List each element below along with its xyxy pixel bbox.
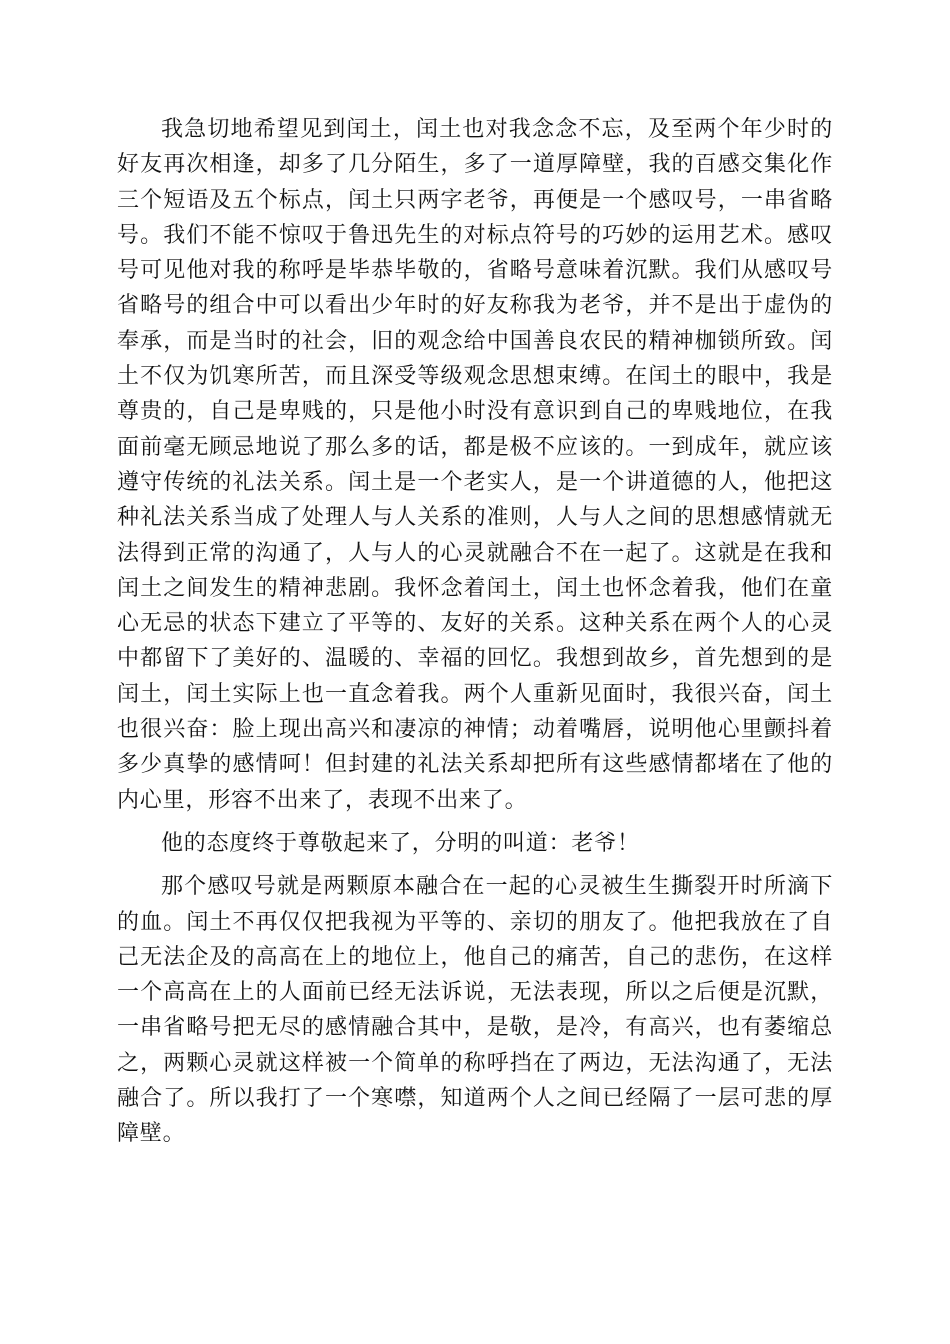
paragraph-2: 他的态度终于尊敬起来了，分明的叫道：老爷！: [161, 830, 640, 856]
document-page: [117, 112, 833, 1152]
paragraph-1: 我急切地希望见到闰土，闰土也对我念念不忘，及至两个年少时的好友再次相逢，却多了几分陌生，多了一道厚障壁，我的百感交集化作三个短语及五个标点，闰土只两字老爷，再便是一个感叹号，一串省略号。我们不能不惊叹于鲁迅先生的对标点符号的巧妙的运用艺术。感叹号可见他对我的称呼是毕恭毕敬的，省略号意味着沉默。我们从感叹号省略号的组合中可以看出少年时的好友称我为老爷，并不是出于虚伪的奉承，而是当时的社会，旧的观念给中国善良农民的精神枷锁所致。闰土不仅为饥寒所苦，而且深受等级观念思想束缚。在闰土的眼中，我是尊贵的，自己是卑贱的，只是他小时没有意识到自己的卑贱地位，在我面前毫无顾忌地说了那么多的话，都是极不应该的。一到成年，就应该遵守传统的礼法关系。闰土是一个老实人，是一个讲道德的人，他把这种礼法关系当成了处理人与人关系的准则，人与人之间的思想感情就无法得到正常的沟通了，人与人的心灵就融合不在一起了。这就是在我和闰土之间发生的精神悲剧。我怀念着闰土，闰土也怀念着我，他们在童心无忌的状态下建立了平等的、友好的关系。这种关系在两个人的心灵中都留下了美好的、温暖的、幸福的回忆。我想到故乡，首先想到的是闰土，闰土实际上也一直念着我。两个人重新见面时，我很兴奋，闰土也很兴奋：脸上现出高兴和凄凉的神情；动着嘴唇，说明他心里颤抖着多少真挚的感情呵！但封建的礼法关系却把所有这些感情都堵在了他的内心里，形容不出来了，表现不出来了。: [117, 117, 833, 813]
paragraph-3: 那个感叹号就是两颗原本融合在一起的心灵被生生撕裂开时所滴下的血。闰土不再仅仅把我视为平等的、亲切的朋友了。他把我放在了自己无法企及的高高在上的地位上，他自己的痛苦，自己的悲伤，在这样一个高高在上的人面前已经无法诉说，无法表现，所以之后便是沉默，一串省略号把无尽的感情融合其中，是敬，是冷，有高兴，也有萎缩总之，两颗心灵就这样被一个简单的称呼挡在了两边，无法沟通了，无法融合了。所以我打了一个寒噤，知道两个人之间已经隔了一层可悲的厚障壁。: [117, 874, 833, 1147]
